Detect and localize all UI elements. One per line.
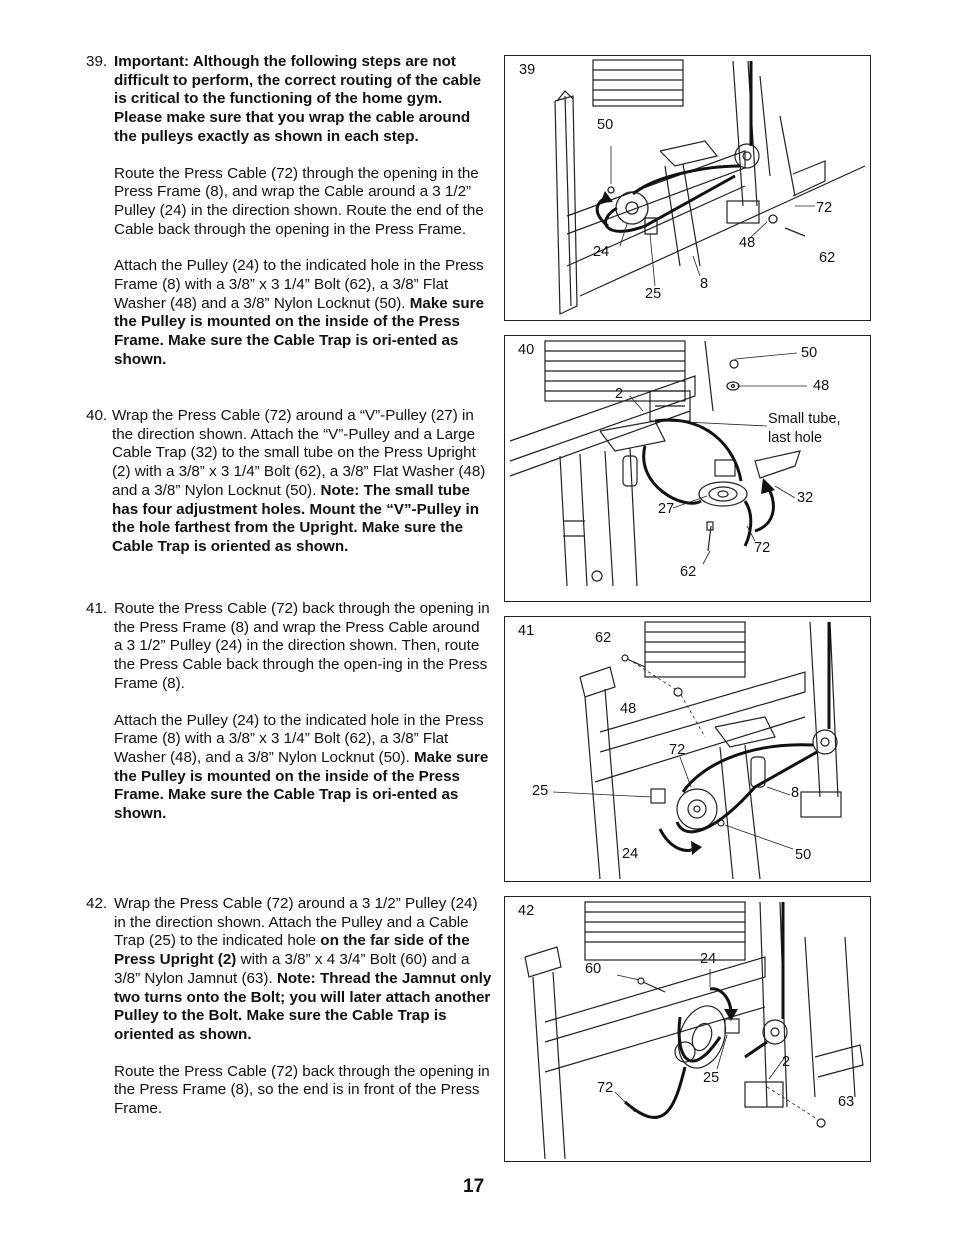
step-39 [86,53,492,370]
step-39-routing-text: Route the Press Cable (72) through the opening in the Press Frame (8), and wrap the Cable around a 3 1/2” Pulley (24) in the direction shown. Route the end of the Cable back through the opening in the Press Frame. [114,164,484,238]
step-42-note: Note: Thread the Jamnut only two turns onto the Bolt; you will later attach another Pulley to the Bolt. Make sure the Cable Trap is oriented as shown. [114,969,492,1043]
step-39-warning: Make sure the Pulley is mounted on the inside of the Press Frame. Make sure the Cable Trap is ori-ented as shown. [114,294,485,368]
step-41-warning: Make sure the Pulley is mounted on the inside of the Press Frame. Make sure the Cable Trap is ori-ented as shown. [114,748,489,823]
figure-number: 41 [518,623,535,639]
callout-25: 25 [532,783,549,799]
step-39-important-note: Important: Although the following steps are not difficult to perform, the correct routing of the cable is critical to the functioning of the home gym. Please make sure that you wrap the cable around the pulleys exactly as shown in each step. [114,53,482,145]
step-42-text-a: Wrap the Press Cable (72) around a 3 1/2” Pulley (24) in the direction shown. Attach the Pulley and a Cable Trap (25) to the indicated hole [114,895,478,950]
callout-62: 62 [819,250,836,266]
callout-small-tube: Small tube, [768,411,841,427]
callout-72: 72 [816,200,833,216]
callout-32: 32 [797,490,814,506]
callout-62: 62 [595,630,612,646]
callout-60: 60 [585,961,602,977]
figure-number: 40 [518,342,535,358]
callout-2: 2 [615,386,624,402]
callout-27: 27 [658,501,675,517]
callout-62: 62 [680,564,697,580]
step-42-routing-text: Route the Press Cable (72) back through the opening in the Press Frame (8), so the end is in front of the Press Frame. [114,1062,490,1118]
callout-48: 48 [739,235,756,251]
step-number: 42. [86,895,108,912]
step-40-note: Note: The small tube has four adjustment holes. Mount the “V”-Pulley in the hole farthest from the Upright. Make sure the Cable Trap is oriented as shown. [112,481,480,555]
step-41-attach-text: Attach the Pulley (24) to the indicated hole in the Press Frame (8) with a 3/8” x 3 1/4” Bolt (62), a 3/8” Flat Washer (48), and a 3/8” Nylon Locknut (50). [114,711,484,766]
callout-24: 24 [593,244,610,260]
figure-39-drawing [505,56,870,320]
step-40 [86,407,492,557]
step-number: 39. [86,53,108,70]
callout-50: 50 [597,117,614,133]
callout-72: 72 [669,742,686,758]
callout-25: 25 [645,286,662,302]
figure-40-drawing [505,336,870,601]
page-number: 17 [463,1176,485,1197]
step-42 [86,895,492,1119]
callout-24: 24 [700,951,717,967]
step-42-text-b: on the far side of the Press Upright (2) [114,932,470,969]
callout-last-hole: last hole [768,430,823,446]
step-40-text: Wrap the Press Cable (72) around a “V”-Pulley (27) in the direction shown. Attach the “V”-Pulley and a Large Cable Trap (32) to the small tube on the Press Upright (2) with a 3/8” x 3 1/4” Bolt (62), a 3/8” Flat Washer (48) and a 3/8” Nylon Locknut (50). [112,407,486,499]
figure-42 [504,896,871,1162]
callout-8: 8 [700,276,709,292]
step-41-routing-text: Route the Press Cable (72) back through the opening in the Press Frame (8) and wrap the Press Cable around a 3 1/2” Pulley (24) in the direction shown. Then, route the Press Cable back through the open-ing in the Press Frame (8). [114,600,490,692]
callout-50: 50 [795,847,812,863]
callout-24: 24 [622,846,639,862]
figure-40 [504,335,871,602]
callout-63: 63 [838,1094,855,1110]
figure-41-drawing [505,617,870,881]
callout-48: 48 [813,378,830,394]
callout-25: 25 [703,1070,720,1086]
step-39-attach-text: Attach the Pulley (24) to the indicated hole in the Press Frame (8) with a 3/8” x 3 1/4” Bolt (62), a 3/8” Flat Washer (48) and a 3/8” Nylon Locknut (50). [114,257,484,312]
figure-39 [504,55,871,321]
callout-48: 48 [620,701,637,717]
callout-72: 72 [597,1080,614,1096]
callout-8: 8 [791,785,800,801]
step-number: 41. [86,600,108,617]
callout-72: 72 [754,540,771,556]
figure-42-drawing [505,897,870,1161]
callout-2: 2 [782,1054,791,1070]
figure-number: 42 [518,903,535,919]
step-41 [86,600,492,824]
figure-41 [504,616,871,882]
step-number: 40. [86,407,108,424]
step-42-text-c: with a 3/8” x 4 3/4” Bolt (60) and a 3/8” Nylon Jamnut (63). [114,951,470,987]
callout-50: 50 [801,345,818,361]
figure-number: 39 [519,62,536,78]
